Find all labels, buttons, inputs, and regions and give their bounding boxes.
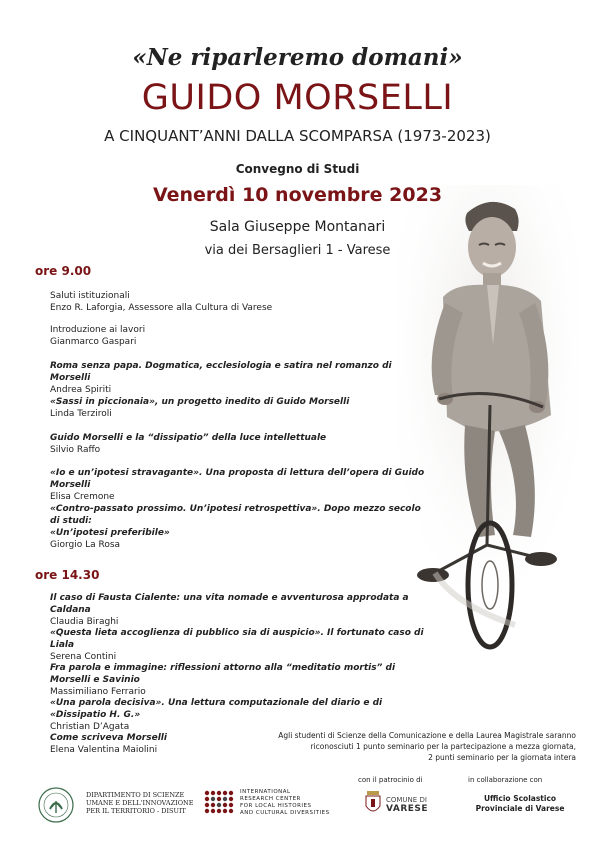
program-item-title: «Una parola decisiva». Una lettura computazionale del diario e di «Dissipatio H. G.»: [50, 698, 383, 720]
program-item-title: Come scriveva Morselli: [50, 733, 167, 743]
program-item-title: Saluti istituzionali: [50, 291, 130, 301]
program-item: [50, 662, 430, 698]
program-item-title: Fra parola e immagine: riflessioni attorno alla “meditatio mortis” di Morselli e Savinio: [50, 663, 396, 685]
program-item-title: «Questa lieta accoglienza di pubblico sia di auspicio». Il fortunato caso di Liala: [50, 628, 424, 650]
department-line: DIPARTIMENTO DI SCIENZE: [86, 791, 185, 799]
research-center-line: FOR LOCAL HISTORIES: [240, 803, 312, 809]
department-name: [86, 791, 193, 815]
program-item-title: «Sassi in piccionaia», un progetto inedito di Guido Morselli: [50, 397, 350, 407]
program-item: [50, 627, 430, 663]
program-item: [50, 503, 430, 551]
program-item: [50, 396, 430, 420]
dot-grid-icon: [204, 790, 234, 816]
program-item-title: «Contro-passato prossimo. Un’ipotesi retrospettiva». Dopo mezzo secolo di studi:: [50, 504, 421, 526]
note-line: 2 punti seminario per la giornata intera: [428, 753, 576, 762]
collaboration-line: Ufficio Scolastico: [483, 794, 557, 803]
event-subtitle: A CINQUANT’ANNI DALLA SCOMPARSA (1973-2023): [104, 127, 491, 145]
research-center-line: INTERNATIONAL: [240, 789, 291, 795]
note-line: riconosciuti 1 punto seminario per la partecipazione a mezza giornata,: [310, 742, 576, 751]
program-item-speaker: Giorgio La Rosa: [50, 540, 121, 550]
seal-icon: [38, 787, 74, 823]
program-item-title: Il caso di Fausta Cialente: una vita nomade e avventurosa approdata a Caldana: [50, 593, 409, 615]
program-item: [50, 324, 430, 348]
event-venue: Sala Giuseppe Montanari: [209, 219, 386, 235]
program-item: [50, 732, 250, 756]
patronage-label: con il patrocinio di: [358, 776, 423, 784]
program-item-speaker: Andrea Spiriti: [50, 385, 112, 395]
department-line: PER IL TERRITORIO - DISUIT: [86, 807, 186, 815]
collaboration-partner: [460, 794, 580, 814]
program-item-title: «Io e un’ipotesi stravagante». Una proposta di lettura dell’opera di Guido Morselli: [50, 468, 425, 490]
program-item-title: Roma senza papa. Dogmatica, ecclesiologia e satira nel romanzo di Morselli: [50, 361, 392, 383]
program-item-speaker: Enzo R. Laforgia, Assessore alla Cultura di Varese: [50, 303, 273, 313]
event-main-title: GUIDO MORSELLI: [141, 78, 454, 118]
event-quote-title: «Ne riparleremo domani»: [132, 44, 463, 71]
research-center-name: [240, 789, 330, 817]
note-line: Agli studenti di Scienze della Comunicazione e della Laurea Magistrale saranno: [278, 731, 576, 740]
collaboration-label: in collaborazione con: [468, 776, 543, 784]
program-item-speaker: Linda Terziroli: [50, 409, 112, 419]
program-item: [50, 360, 430, 396]
program-item-speaker: Gianmarco Gaspari: [50, 337, 137, 347]
program-item: [50, 467, 430, 503]
session-time-morning: ore 9.00: [35, 264, 92, 278]
student-credits-note: [250, 730, 576, 763]
program-item-speaker: Silvio Raffo: [50, 445, 101, 455]
event-type: Convegno di Studi: [235, 162, 360, 176]
collaboration-line: Provinciale di Varese: [475, 804, 565, 813]
program-item: [50, 432, 430, 456]
event-address: via dei Bersaglieri 1 - Varese: [204, 243, 391, 258]
session-time-afternoon: ore 14.30: [35, 568, 100, 582]
program-item-title: Introduzione ai lavori: [50, 325, 146, 335]
coat-of-arms-icon: [364, 790, 382, 816]
comune-small-label: COMUNE DI: [386, 796, 427, 804]
program-item: [50, 697, 430, 733]
program-item-speaker: Massimiliano Ferrario: [50, 687, 146, 697]
comune-big-label: VARESE: [386, 804, 429, 814]
program-item-speaker: Serena Contini: [50, 652, 117, 662]
program-item-speaker: Elena Valentina Maiolini: [50, 745, 158, 755]
program-item-title-cont: «Un’ipotesi preferibile»: [50, 528, 170, 538]
program-item-speaker: Claudia Biraghi: [50, 617, 119, 627]
research-center-line: AND CULTURAL DIVERSITIES: [240, 810, 330, 816]
program-item-title: Guido Morselli e la “dissipatio” della luce intellettuale: [50, 433, 327, 443]
research-center-line: RESEARCH CENTER: [240, 796, 301, 802]
program-item: [50, 592, 430, 628]
comune-name: [386, 796, 428, 814]
event-date: Venerdì 10 novembre 2023: [152, 184, 443, 206]
program-item: [50, 290, 430, 314]
program-item-speaker: Elisa Cremone: [50, 492, 115, 502]
department-line: UMANE E DELL'INNOVAZIONE: [86, 799, 194, 807]
program-item-speaker: Christian D’Agata: [50, 722, 130, 732]
